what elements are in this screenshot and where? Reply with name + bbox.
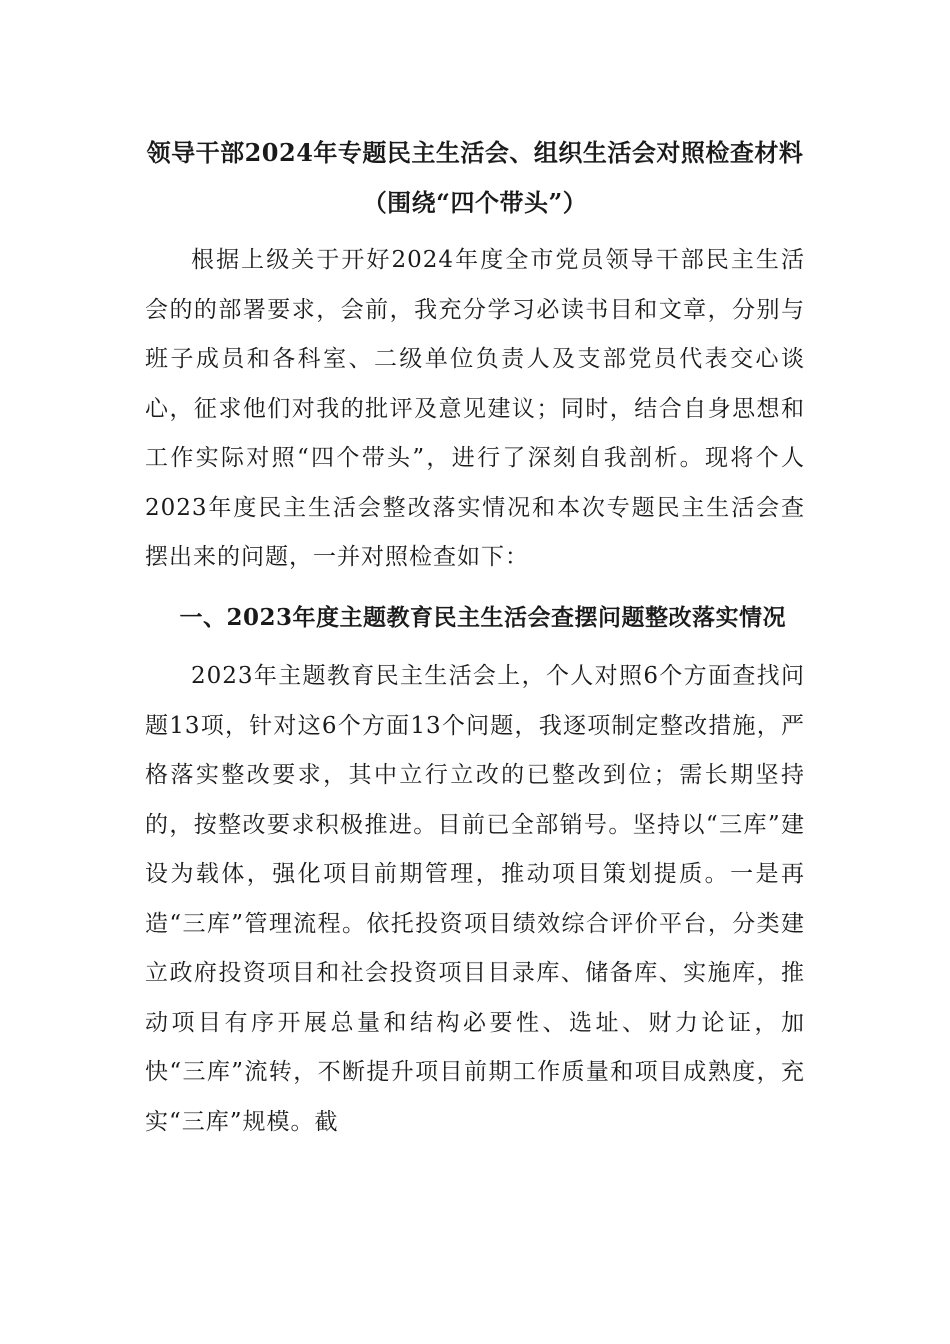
intro-paragraph: 根据上级关于开好2024年度全市党员领导干部民主生活会的的部署要求，会前，我充分学习必读书目和文章，分别与班子成员和各科室、二级单位负责人及支部党员代表交心谈心，征求他们对我的批评及意见建议；同时，结合自身思想和工作实际对照“四个带头”，进行了深刻自我剖析。现将个人2023年度民主生活会整改落实情况和本次专题民主生活会查摆出来的问题，一并对照检查如下： — [145, 247, 805, 570]
document-title: 领导干部2024年专题民主生活会、组织生活会对照检查材料（围绕“四个带头”） — [146, 138, 804, 217]
section-heading: 一、2023年度主题教育民主生活会查摆问题整改落实情况 — [179, 603, 787, 631]
document-page — [145, 128, 805, 1147]
section-body-paragraph: 2023年主题教育民主生活会上，个人对照6个方面查找问题13项，针对这6个方面13个问题，我逐项制定整改措施，严格落实整改要求，其中立行立改的已整改到位；需长期坚持的，按整改要求积极推进。目前已全部销号。坚持以“三库”建设为载体，强化项目前期管理，推动项目策划提质。一是再造“三库”管理流程。依托投资项目绩效综合评价平台，分类建立政府投资项目和社会投资项目目录库、储备库、实施库，推动项目有序开展总量和结构必要性、选址、财力论证，加快“三库”流转，不断提升项目前期工作质量和项目成熟度，充实“三库”规模。截 — [145, 663, 805, 1135]
